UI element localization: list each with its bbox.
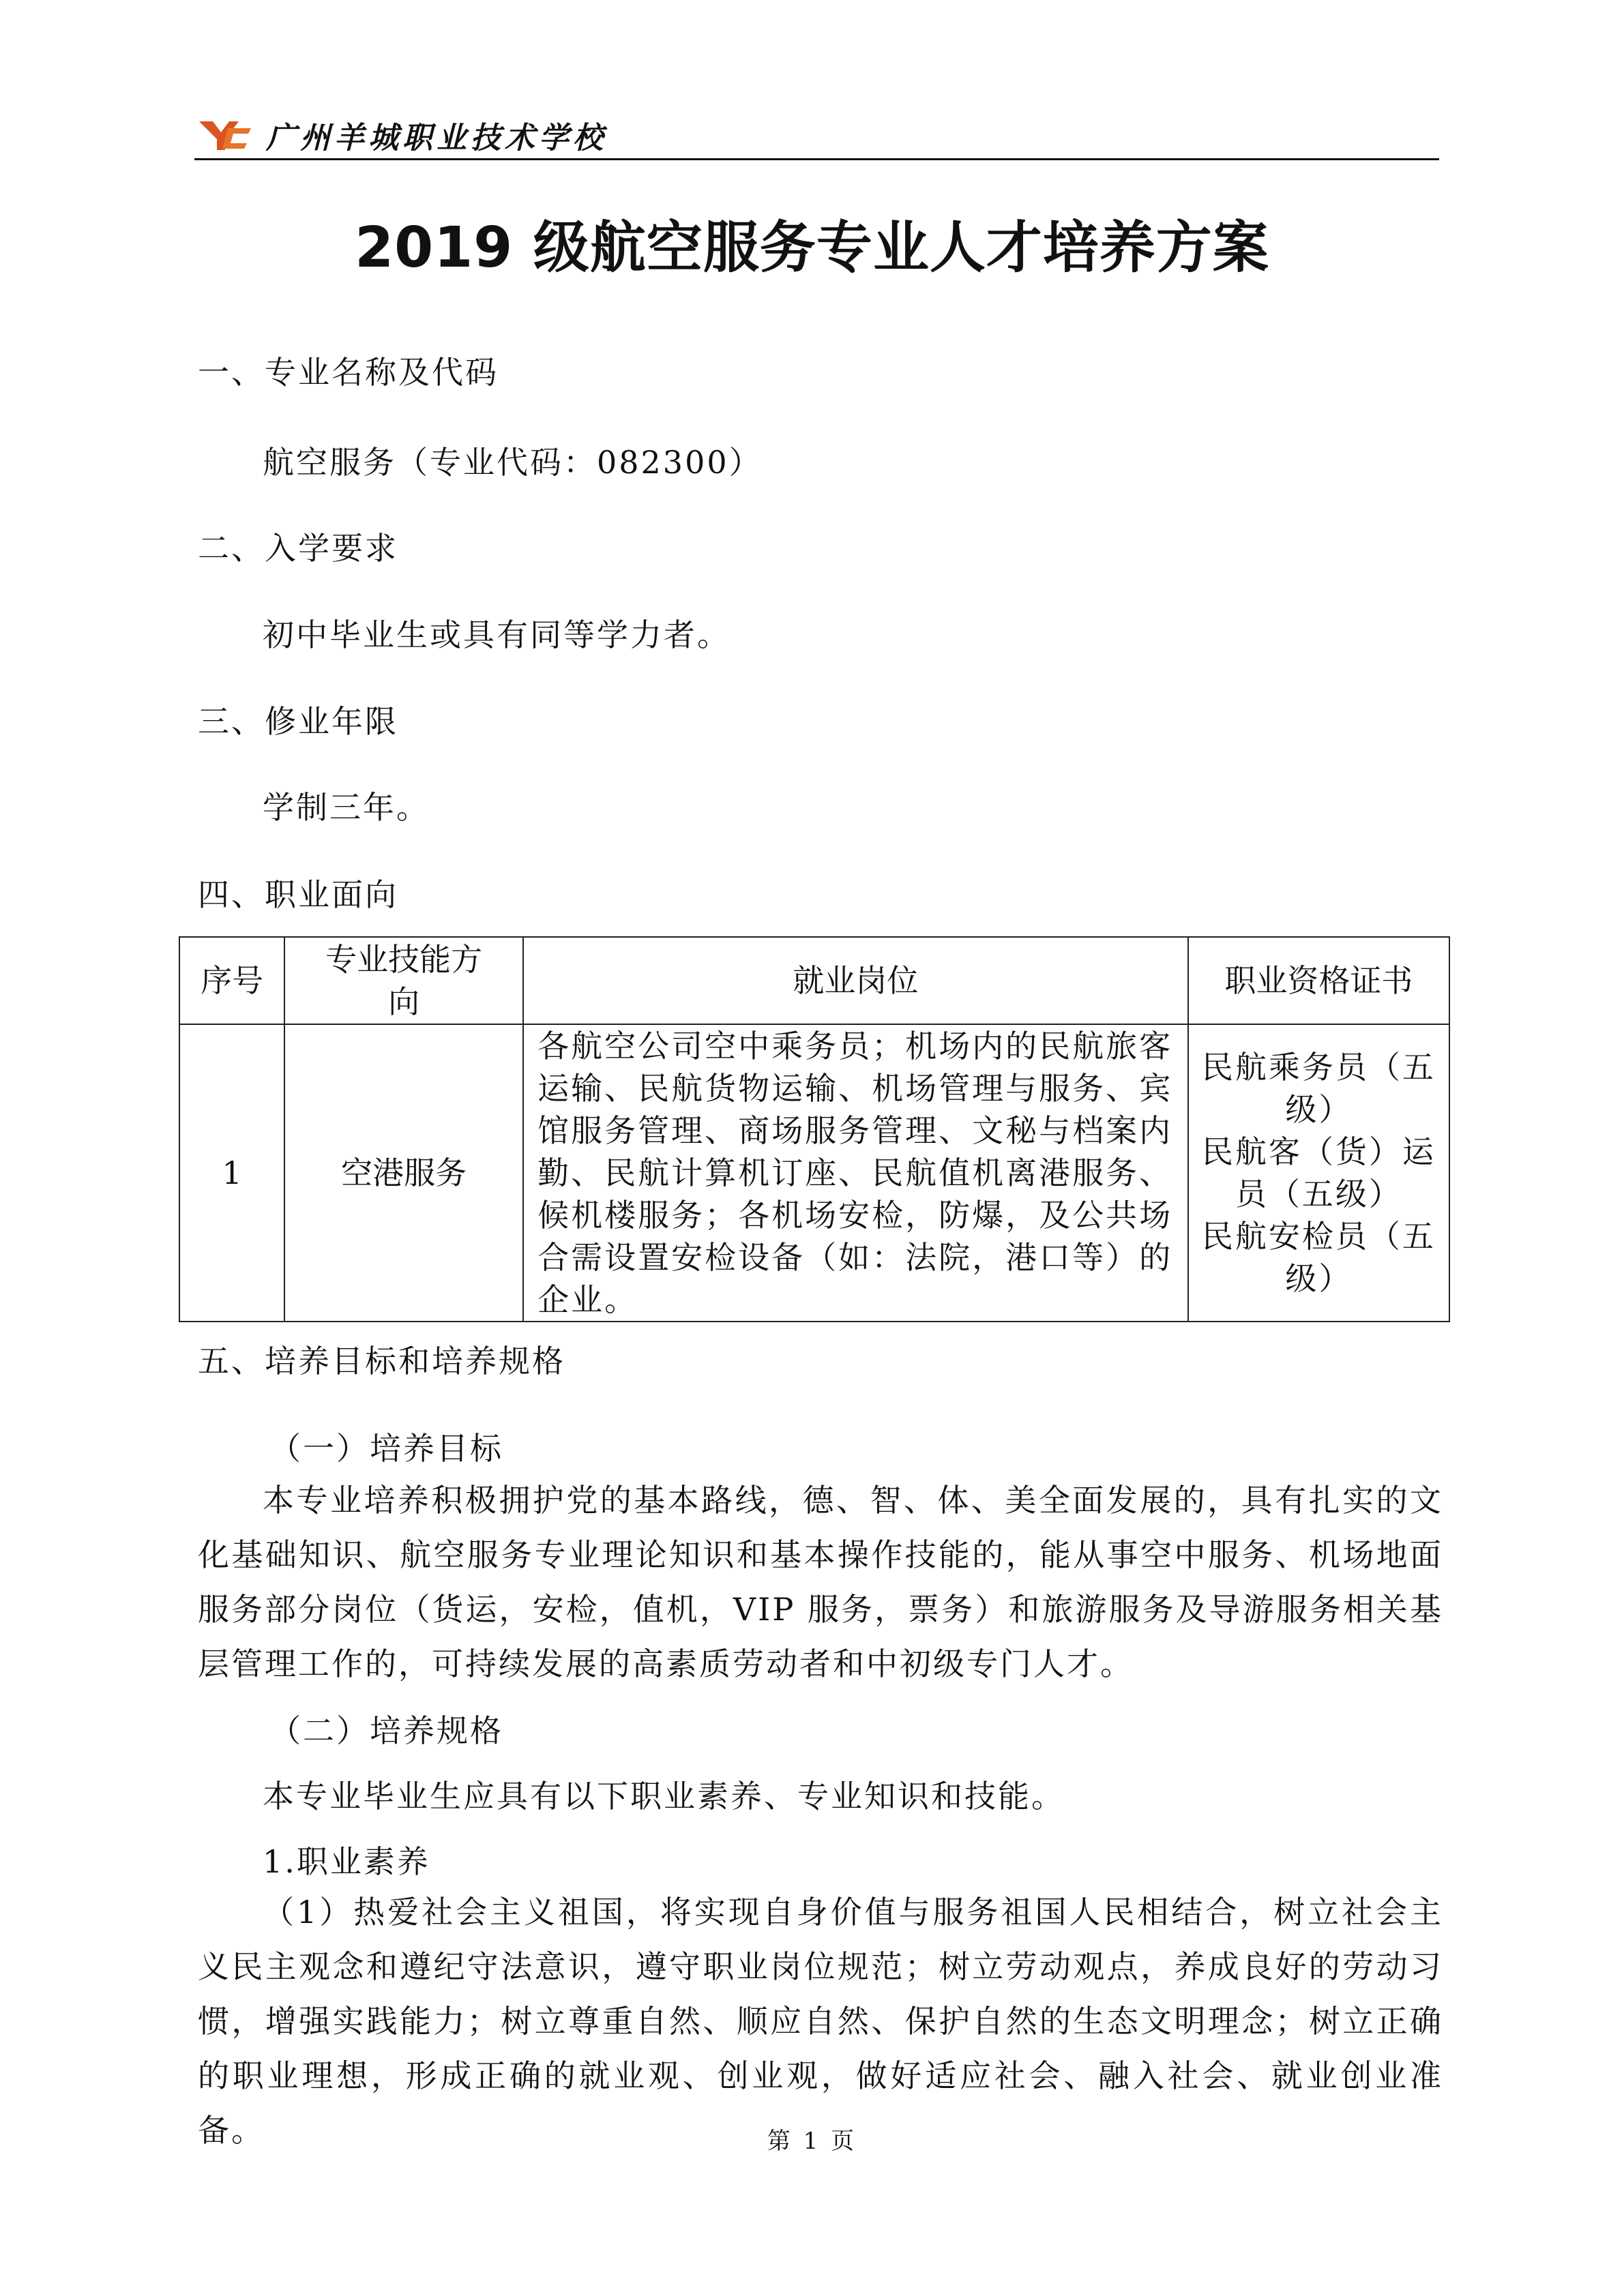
- table-header-cell: 职业资格证书: [1188, 937, 1449, 1024]
- table-header-cell: 专业技能方向: [284, 937, 523, 1024]
- section-3-body: 学制三年。: [263, 789, 430, 826]
- section-1-heading: 一、专业名称及代码: [198, 354, 499, 391]
- document-title: 2019 级航空服务专业人才培养方案: [355, 215, 1269, 280]
- table-header-cell: 序号: [179, 937, 284, 1024]
- table-header-row: [179, 937, 1449, 1024]
- goal-subheading: （一）培养目标: [269, 1430, 503, 1467]
- school-logo: [198, 119, 252, 151]
- section-4-heading: 四、职业面向: [198, 876, 398, 913]
- section-5-heading: 五、培养目标和培养规格: [198, 1343, 565, 1380]
- table-row: [179, 1024, 1449, 1322]
- row-jobs: 各航空公司空中乘务员；机场内的民航旅客运输、民航货物运输、机场管理与服务、宾馆服务管理、商场服务管理、文秘与档案内勤、民航计算机订座、民航值机离港服务、候机楼服务；各机场安检，防爆，及公共场合需设置安检设备（如：法院，港口等）的企业。: [523, 1024, 1188, 1322]
- row-certificates: [1188, 1024, 1449, 1322]
- page-number: 第 1 页: [767, 2128, 857, 2155]
- certificate-item: 民航乘务员（五级）: [1201, 1049, 1436, 1128]
- row-index: 1: [179, 1024, 284, 1322]
- row-direction: 空港服务: [284, 1024, 523, 1322]
- certificate-item: 民航客（货）运员（五级）: [1201, 1133, 1436, 1212]
- section-3-heading: 三、修业年限: [198, 703, 398, 740]
- spec-intro: 本专业毕业生应具有以下职业素养、专业知识和技能。: [263, 1778, 1065, 1815]
- section-2-heading: 二、入学要求: [198, 530, 398, 567]
- spec-item-heading: 1.职业素养: [263, 1843, 430, 1880]
- page-header: [198, 115, 607, 155]
- goal-paragraph: 本专业培养积极拥护党的基本路线，德、智、体、美全面发展的，具有扎实的文化基础知识、航空服务专业理论知识和基本操作技能的，能从事空中服务、机场地面服务部分岗位（货运，安检，值机，VIP 服务，票务）和旅游服务及导游服务相关基层管理工作的，可持续发展的高素质劳动者和中初级专门人才。: [198, 1482, 1443, 1682]
- spec-subheading: （二）培养规格: [269, 1712, 503, 1749]
- section-1-body: 航空服务（专业代码：082300）: [263, 444, 763, 481]
- spec-item-paragraph: （1）热爱社会主义祖国，将实现自身价值与服务祖国人民相结合，树立社会主义民主观念和遵纪守法意识，遵守职业岗位规范；树立劳动观点，养成良好的劳动习惯，增强实践能力；树立尊重自然、顺应自然、保护自然的生态文明理念；树立正确的职业理想，形成正确的就业观、创业观，做好适应社会、融入社会、就业创业准备。: [198, 1894, 1443, 2149]
- header-divider: [194, 158, 1439, 160]
- section-2-body: 初中毕业生或具有同等学力者。: [263, 616, 730, 653]
- certificate-item: 民航安检员（五级）: [1201, 1218, 1436, 1297]
- table-header-cell: 就业岗位: [523, 937, 1188, 1024]
- school-name: 广州羊城职业技术学校: [266, 121, 607, 155]
- career-table: [179, 936, 1450, 1322]
